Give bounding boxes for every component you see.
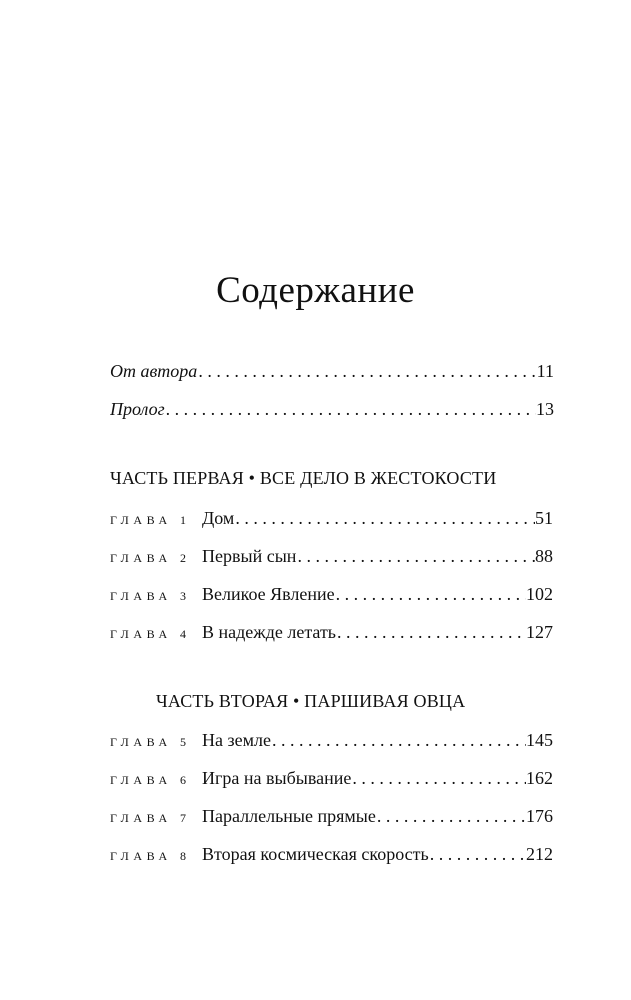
entry-title: От автора bbox=[110, 361, 198, 381]
chapter-number: 8 bbox=[180, 849, 186, 863]
entry-page: 145 bbox=[526, 730, 553, 750]
dot-leader bbox=[234, 506, 535, 530]
entry-page: 127 bbox=[526, 622, 553, 642]
entry-title: Вторая космическая скорость bbox=[202, 844, 429, 864]
chapter-number: 2 bbox=[180, 551, 186, 565]
chapter-number: 5 bbox=[180, 735, 186, 749]
chapter-prefix: ГЛАВА bbox=[110, 627, 172, 641]
dot-leader bbox=[165, 397, 536, 421]
entry-title: На земле bbox=[202, 730, 271, 750]
toc-entry-chapter[interactable] bbox=[110, 842, 553, 868]
toc-entry-front[interactable] bbox=[110, 397, 554, 421]
entry-page: 51 bbox=[535, 508, 553, 528]
chapter-prefix: ГЛАВА bbox=[110, 513, 172, 527]
dot-leader bbox=[351, 766, 526, 790]
chapter-number: 4 bbox=[180, 627, 186, 641]
dot-leader bbox=[335, 582, 526, 606]
chapter-prefix: ГЛАВА bbox=[110, 589, 172, 603]
entry-page: 13 bbox=[536, 399, 554, 419]
chapter-number: 6 bbox=[180, 773, 186, 787]
entry-title: Великое Явление bbox=[202, 584, 335, 604]
entry-page: 88 bbox=[535, 546, 553, 566]
part-heading: ЧАСТЬ ПЕРВАЯ • ВСЕ ДЕЛО В ЖЕСТОКОСТИ bbox=[110, 468, 497, 488]
entry-title: В надежде летать bbox=[202, 622, 337, 642]
chapter-number: 7 bbox=[180, 811, 186, 825]
dot-leader bbox=[271, 728, 526, 752]
chapter-prefix: ГЛАВА bbox=[110, 551, 172, 565]
dot-leader bbox=[336, 620, 526, 644]
entry-title: Первый сын bbox=[202, 546, 297, 566]
toc-entry-chapter[interactable] bbox=[110, 766, 553, 792]
dot-leader bbox=[429, 842, 526, 866]
toc-entry-chapter[interactable] bbox=[110, 804, 553, 830]
chapter-prefix: ГЛАВА bbox=[110, 849, 172, 863]
toc-title: Содержание bbox=[216, 270, 415, 311]
entry-page: 176 bbox=[526, 806, 553, 826]
dot-leader bbox=[197, 359, 536, 383]
part-heading: ЧАСТЬ ВТОРАЯ • ПАРШИВАЯ ОВЦА bbox=[156, 691, 466, 711]
entry-page: 11 bbox=[536, 361, 554, 381]
entry-title: Параллельные прямые bbox=[202, 806, 376, 826]
entry-title: Игра на выбывание bbox=[202, 768, 352, 788]
chapter-prefix: ГЛАВА bbox=[110, 773, 172, 787]
toc-entry-chapter[interactable] bbox=[110, 728, 553, 754]
toc-entry-front[interactable] bbox=[110, 359, 554, 383]
dot-leader bbox=[376, 804, 526, 828]
entry-page: 212 bbox=[526, 844, 553, 864]
entry-title: Пролог bbox=[110, 399, 165, 419]
toc-entry-chapter[interactable] bbox=[110, 506, 553, 532]
entry-title: Дом bbox=[202, 508, 235, 528]
entry-page: 162 bbox=[526, 768, 553, 788]
chapter-prefix: ГЛАВА bbox=[110, 735, 172, 749]
chapter-number: 3 bbox=[180, 589, 186, 603]
chapter-number: 1 bbox=[180, 513, 186, 527]
dot-leader bbox=[296, 544, 535, 568]
chapter-prefix: ГЛАВА bbox=[110, 811, 172, 825]
toc-entry-chapter[interactable] bbox=[110, 620, 553, 646]
toc-entry-chapter[interactable] bbox=[110, 544, 553, 570]
toc-entry-chapter[interactable] bbox=[110, 582, 553, 608]
entry-page: 102 bbox=[526, 584, 553, 604]
